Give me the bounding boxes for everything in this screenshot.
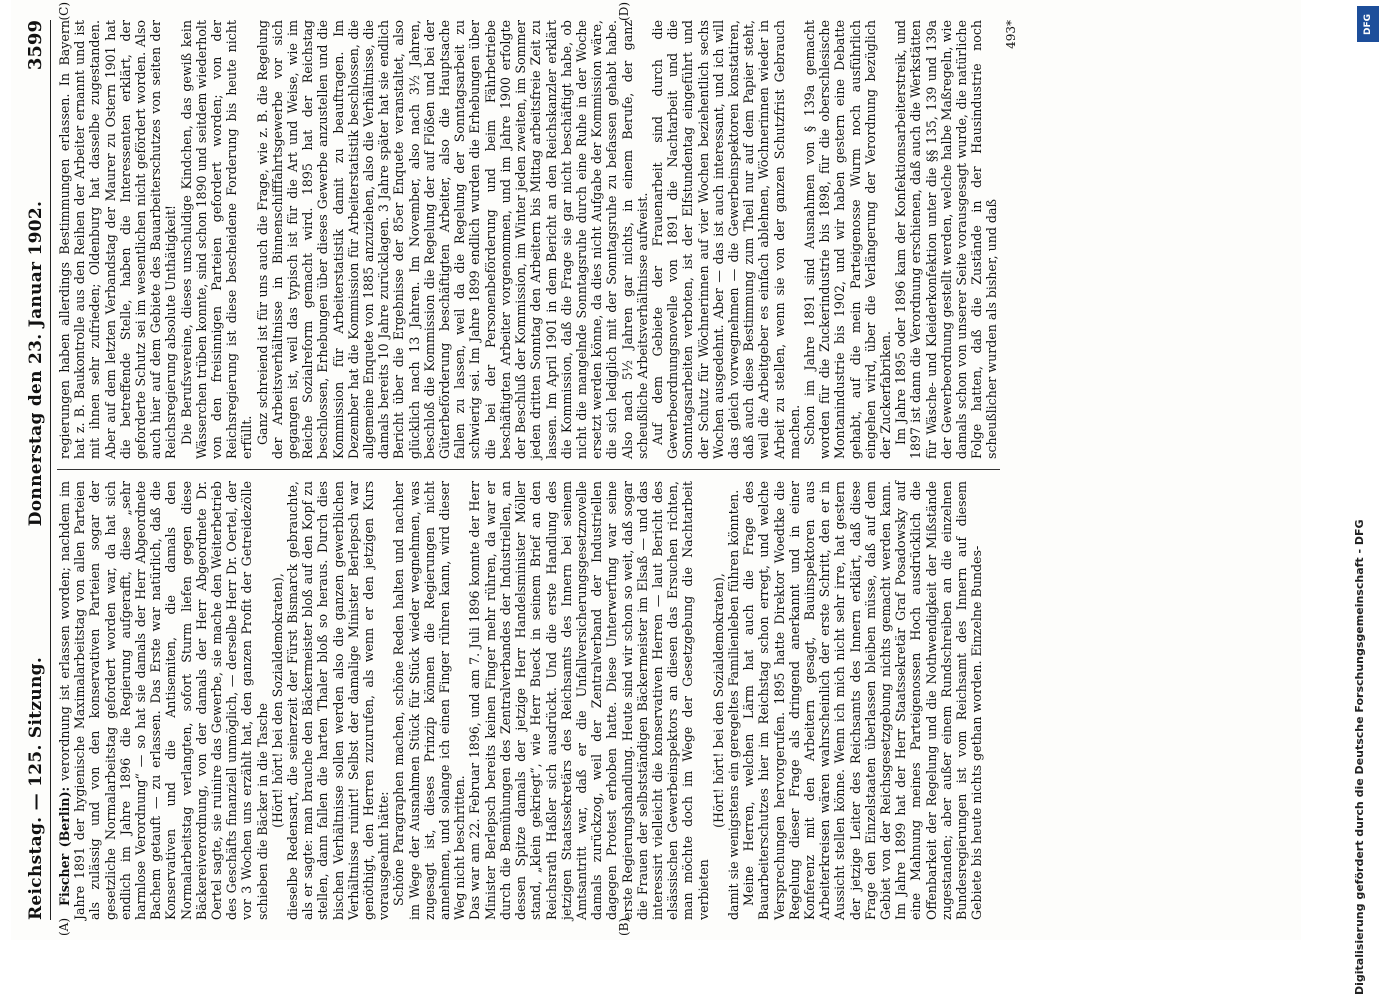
- paragraph-text: verordnung ist erlassen worden; nachdem im Jahre 1891 der hygienische Maximalarbeitstag von allen Parteien als zulässig und von den konservativen Parteien sogar der gesetzliche Normalarbeitstag gefordert worden war, da hat sich endlich im Jahre 1896 die Regierung aufgerafft, diese „sehr harmlose Verordnung“ — so hat sie damals der Herr Abgeordnete Bachem getauft — zu erlassen. Das Erste war natürlich, daß die Konservativen und die Antisemiten, die damals den Normalarbeitstag verlangten, sofort Sturm liefen gegen diese Bäckereiverordnung, von der damals der Herr Abgeordnete Dr. Oertel sagte, sie ruinire das Gewerbe, sie mache den Weiterbetrieb des Geschäfts finanziell unmöglich, — derselbe Herr Dr. Oertel, der vor 3 Wochen uns erzählt hat, den ganzen Profit der Getreidezölle schieben die Bäcker in die Tasche: [57, 481, 270, 920]
- margin-marker-b: (B): [617, 917, 631, 936]
- speaker-name: Fischer (Berlin):: [57, 786, 72, 906]
- paragraph: [270, 481, 285, 920]
- paragraph-text: damit sie wenigstens ein geregeltes Familienleben führen könnten.: [725, 489, 741, 920]
- margin-marker-d: (D): [617, 2, 631, 21]
- paragraph-text: Auf dem Gebiete der Frauenarbeit sind durch die Gewerbeordnungsnovelle von 1891 die Nachtarbeit und die Sonntagsarbeiten verboten, ist der Elfstundentag eingeführt und der Schutz für Wöchnerinnen auf vier Wochen beziehentlich sechs Wochen ausgedehnt. Aber — das ist auch interessant, und ich will das gleich vorwegnehmen — die Gewerbeinspektoren konstatiren, daß auch diese Bestimmung zum Theil nur auf dem Papier steht, weil die Arbeitgeber es einfach ablehnen, Wöchnerinnen wieder in Arbeit zu stellen, wenn sie von der ganzen Schutzfrist Gebrauch machen.: [649, 20, 802, 459]
- paragraph: [741, 481, 984, 920]
- text-columns: [57, 2, 1000, 936]
- header-date: Donnerstag den 23. Januar 1902.: [26, 200, 46, 527]
- margin-marker-c: (C): [57, 2, 71, 21]
- paragraph-text: (Hört! hört! bei den Sozialdemokraten),: [710, 573, 726, 828]
- paragraph-text: Ganz schreiend ist für uns auch die Frage, wie z. B. die Regelung der Arbeitsverhältnisse in Binnenschifffahrtsgewerbe vor sich gegangen ist, weil das typisch ist für die Art und Weise, wie im Reiche Sozialreform gemacht wird. 1895 hat der Reichstag beschlossen, Erhebungen über dieses Gewerbe anzustellen und die Kommission für Arbeiterstatistik damit zu beauftragen. Im Dezember hat die Kommission für Arbeiterstatistik beschlossen, die allgemeine Enquete von 1885 anzuziehen, also die Verhältnisse, die damals bereits 10 Jahre zurücklagen. 3 Jahre später hat sie endlich Bericht über die Ergebnisse der 85er Enquete veranstaltet, also glücklich nach 13 Jahren. Im November, also nach 3½ Jahren, beschloß die Kommission die Regelung der auf Flößen und bei der Güterbeförderung beschäftigten Arbeiter, also die Hauptsache fallen zu lassen, weil da die Regelung der Sonntagsarbeit zu schwierig sei. Im Jahre 1899 endlich wurden die Erhebungen über die bei der Personenbeförderung und beim Fährbetriebe beschäftigten Arbeiter vorgenommen, und im Jahre 1900 erfolgte der Beschluß der Kommission, im Winter jeden zweiten, im Sommer jeden dritten Sonntag den Arbeitern bis Mittag arbeitsfreie Zeit zu lassen. Im April 1901 in dem Bericht an den Reichskanzler erklärt die Kommission, daß die Frage sie gar nicht beschäftigt habe, ob nicht die mangelnde Sonntagsruhe durch eine Ruhe in der Woche ersetzt werden könne, da dies nicht Aufgabe der Kommission wäre, die sich lediglich mit der Sonntagsruhe zu befassen gehabt habe. Also nach 5½ Jahren gar nichts, in einem Berufe, der ganz scheußliche Arbeitsverhältnisse aufweist.: [254, 20, 650, 459]
- paragraph: [711, 481, 726, 920]
- left-column: [57, 481, 1000, 920]
- paragraph-text: regierungen haben allerdings Bestimmungen erlassen. In Bayern hat z. B. Baukontrolle aus den Reihen der Arbeiter ernannt und ist mit ihnen sehr zufrieden; Oldenburg hat dasselbe zugestanden. Aber auf dem letzten Verbandstag der Maurer zu Ostern 1901 hat die betreffende Stelle, haben die Interessenten erklärt, der geforderte Schutz sei im wesentlichen nicht gefördert worden. Also auch hier auf dem Gebiete des Bauarbeiterschutzes von seiten der Reichsregierung absolute Unthätigkeit!: [57, 20, 179, 459]
- paragraph: [893, 20, 999, 459]
- margin-marker-a: (A): [57, 917, 71, 936]
- paragraph-text: Die Berufsvereine, dieses unschuldige Kindchen, das gewiß kein Wässerchen trüben konnte, sind schon 1890 und seitdem wiederholt von den freisinnigen Parteien gefordert worden; von der Reichsregierung ist diese bescheidene Forderung bis heute nicht erfüllt.: [178, 20, 255, 459]
- paragraph-text: Schon im Jahre 1891 sind Ausnahmen von § 139a gemacht worden für die Zuckerindustrie bis 1898, für die oberschlesische Montanindustrie bis 1902, und wir haben gestern eine Debatte gehabt, auf die mein Parteigenosse Wurm noch ausführlich eingehen wird, über die Verlängerung der Verordnung bezüglich der Zuckerfabriken.: [801, 20, 893, 459]
- digitization-sidebar: [1349, 0, 1383, 1000]
- paragraph: [726, 481, 741, 920]
- paragraph: [650, 20, 802, 459]
- paragraph-text: dieselbe Redensart, die seinerzeit der Fürst Bismarck gebrauchte, als er sagte: man brauche den Bäckermeister bloß auf den Kopf zu stellen, dann fallen die harten Thaler bloß so heraus. Durch dies bischen Verhältnisse sollen werden also die ganzen gewerblichen Verhältnisse ruinirt! Selbst der damalige Minister Berlepsch war genöthigt, den Herren zuzurufen, als wenn er den jetzigen Kurs vorausgeahnt hätte:: [285, 481, 392, 920]
- right-column: [57, 20, 1000, 459]
- paragraph-text: (Hört! hört! bei den Sozialdemokraten),: [269, 573, 285, 828]
- paragraph: [255, 20, 650, 459]
- header-left: Reichstag. — 125. Sitzung.: [26, 656, 46, 920]
- document-page: [11, 0, 1301, 940]
- paragraph: [179, 20, 255, 459]
- sheet-signature: 493*: [1003, 20, 1018, 49]
- paragraph-text: Im Jahre 1895 oder 1896 kam der Konfektionsarbeiterstreik, und 1897 ist dann die Verordnung erschienen, daß auch die Werkstätten für Wäsche- und Kleiderkonfektion unter die §§ 135, 139 und 139a der Gewerbeordnung gestellt werden, welche halbe Maßregeln, wie damals schon von unserer Seite vorausgesagt wurde, die natürliche Folge hatten, daß die Zustände in der Hausindustrie noch scheußlicher wurden als bisher, und daß: [893, 20, 1000, 459]
- column-divider: [57, 469, 1000, 470]
- paragraph-text: Meine Herren, welchen Lärm hat auch die Frage des Bauarbeiterschutzes hier im Reichstag schon erregt, und welche Versprechungen hervorgerufen. 1895 hatte Direktor Woedtke die Regelung dieser Frage als dringend anerkannt und in einer Konferenz mit den Arbeitern gesagt, Bauinspektoren aus Arbeiterkreisen wären wahrscheinlich der erste Schritt, den er in Aussicht stellen könne. Wenn ich mich nicht sehr irre, hat gestern der jetzige Leiter des Reichsamts des Innern erklärt, daß diese Frage den Einzelstaaten überlassen bleiben müsse, daß auf dem Gebiet von der Reichsgesetzgebung nichts gemacht werden kann. Im Jahre 1899 hat der Herr Staatssekretär Graf Posadowsky auf eine Mahnung meines Parteigenossen Hoch ausdrücklich die Offenbarkeit der Regelung und die Nothwendigkeit der Mißstände zugestanden; aber außer einem Rundschreiben an die einzelnen Bundesregierungen ist vom Reichsamt des Innern auf diesem Gebiete bis heute nichts gethan worden. Einzelne Bundes-: [741, 481, 985, 920]
- paragraph: [57, 481, 270, 920]
- paragraph: [391, 481, 467, 920]
- paragraph-text: Schöne Paragraphen machen, schöne Reden halten und nachher im Wege der Ausnahmen Stück für Stück wieder wegnehmen, was zugesagt ist, dieses Prinzip können die Regierungen nicht annehmen, und solange ich einen Finger rühren kann, wird dieser Weg nicht beschritten.: [391, 481, 468, 920]
- paragraph: [285, 481, 391, 920]
- paragraph-text: Das war am 22. Februar 1896, und am 7. Juli 1896 konnte der Herr Minister Berlepsch bereits keinen Finger mehr rühren, da war er durch die Bemühungen des Zentralverbandes der Industriellen, an dessen Spitze damals der jetzige Herr Handelsminister Möller stand, „klein gekriegt“, wie Herr Bueck in seinem Brief an den Reichsrath Haßler sich ausdrückt. Und die erste Handlung des jetzigen Staatssekretärs des Reichsamts des Innern bei seinem Amtsantritt war, daß er die Unfallversicherungsgesetznovelle damals zurückzog, weil der Zentralverband der Industriellen dagegen Protest erhoben hatte. Diese Unterwerfung war seine erste Regierungshandlung. Heute sind wir schon so weit, daß sogar die Frauen der selbstständigen Bäckermeister im Elsaß — und das interessirt vielleicht die konservativen Herren — laut Bericht des elsässischen Gewerbeinspektors an diesen das Ersuchen richten, man möchte doch im Wege der Gesetzgebung die Nachtarbeit verbieten: [467, 481, 711, 920]
- page-header: [25, 20, 51, 920]
- digitization-credit: Digitalisierung gefördert durch die Deutsche Forschungsgemeinschaft - DFG: [1353, 519, 1366, 995]
- page-number: 3599: [25, 20, 46, 71]
- paragraph: [57, 20, 179, 459]
- dfg-logo: DFG: [1357, 6, 1379, 42]
- paragraph: [802, 20, 893, 459]
- paragraph: [467, 481, 710, 920]
